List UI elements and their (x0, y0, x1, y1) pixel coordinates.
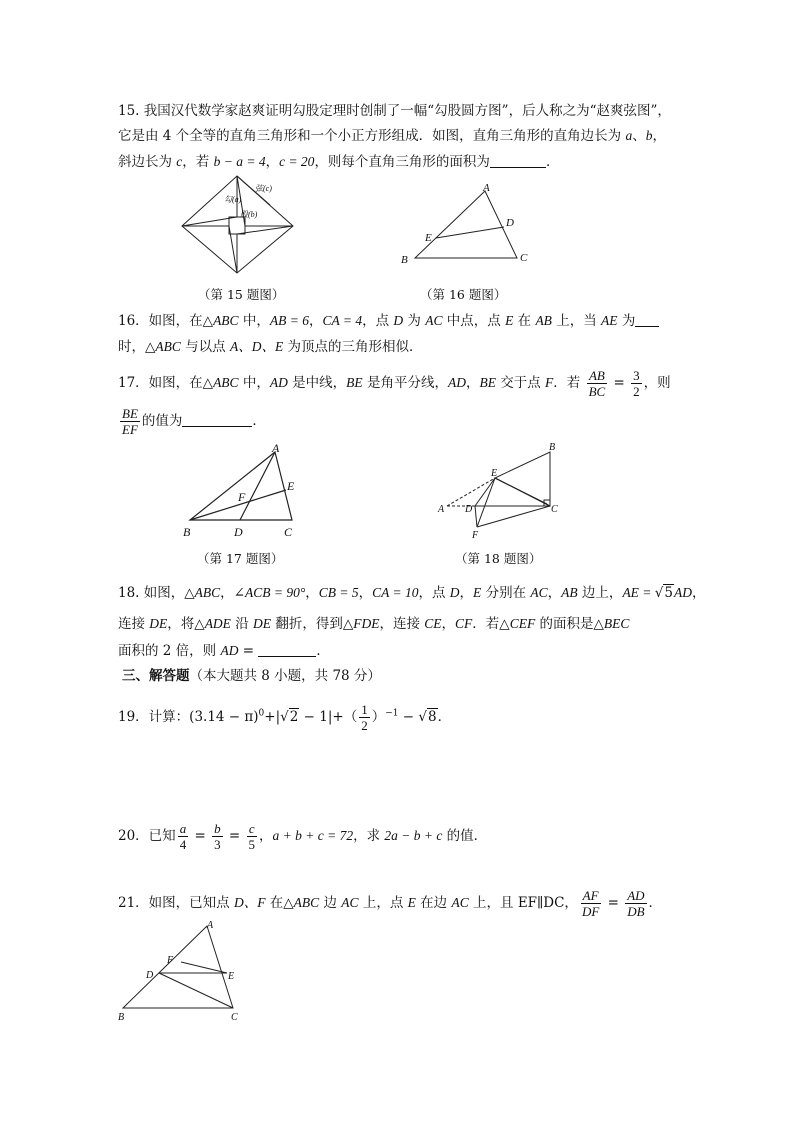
fig18-label-D: D (465, 504, 473, 515)
q16-answer-blank (635, 312, 659, 327)
q17-fraction-be-ef: $\frac{BE}{EF}$ (122, 406, 138, 437)
q21-fraction-af-df: $\frac{AF}{DF}$ (581, 888, 600, 919)
fig17-label-C: C (284, 525, 293, 539)
fig17-diagram (180, 440, 310, 540)
q17-line2: $\frac{BE}{EF}$ 的值为 ． (122, 406, 266, 437)
fig16-label-D: D (506, 217, 514, 229)
q18-line2: 连接 DE，将△ADE 沿 DE 翻折，得到△FDE，连接 CE，CF．若△CEF 的面积是△BEC (118, 616, 630, 632)
q17-line1: 17．如图，在△ABC 中，AD 是中线，BE 是角平分线，AD，BE 交于点 F．若 $\frac{AB}{BC}$ = $\frac{3}{2}$ ，则 (118, 368, 671, 399)
q20-fraction-b: $\frac{b}{3}$ (214, 821, 221, 852)
fig18-label-E: E (491, 468, 498, 479)
q20-fraction-a: $\frac{a}{4}$ (179, 821, 187, 852)
fig15-inner-square (229, 217, 245, 234)
q15-line1: 15. 我国汉代数学家赵爽证明勾股定理时创制了一幅“勾股圆方图”，后人称之为“赵爽弦图”， (118, 103, 671, 119)
fig18-diagram (435, 438, 570, 543)
fig16-label-B: B (401, 254, 408, 266)
fig18-label-C: C (551, 504, 558, 515)
fig17-label-A: A (272, 441, 280, 455)
fig18-caption: （第 18 题图） (455, 551, 542, 566)
fig18-label-B: B (549, 442, 556, 453)
fig15-label-gou: 勾(a) (224, 195, 242, 204)
fig16-label-A: A (483, 182, 490, 194)
fig18-label-F: F (472, 530, 479, 541)
fig21-label-B: B (118, 1012, 125, 1023)
fig21-label-E: E (228, 971, 235, 982)
q15-line2: 它是由 4 个全等的直角三角形和一个小正方形组成．如图，直角三角形的直角边长为 a、b， (118, 128, 666, 144)
fig15-caption: （第 15 题图） (198, 287, 285, 302)
q21-fraction-ad-db: $\frac{AD}{DB}$ (627, 888, 645, 919)
q15-answer-blank (490, 153, 546, 168)
fig17-label-F: F (238, 490, 246, 504)
section3-heading: 三、解答题（本大题共 8 小题，共 78 分） (122, 668, 381, 684)
fig15-diagram (180, 174, 295, 274)
q17-fraction-3-2: $\frac{3}{2}$ (633, 368, 640, 399)
q19-fraction-half: $\frac{1}{2}$ (361, 702, 368, 733)
fig21-diagram (115, 918, 250, 1023)
q18-line1: 18. 如图，△ABC，∠ACB = 90°，CB = 5，CA = 10，点 D，E 分别在 AC，AB 边上，AE = √5AD， (118, 585, 706, 601)
fig16-caption: （第 16 题图） (420, 287, 507, 302)
fig21-label-D: D (146, 970, 154, 981)
fig17-label-E: E (287, 479, 295, 493)
q18-answer-blank (258, 642, 316, 657)
fig21-label-C: C (231, 1012, 238, 1023)
fig16-label-C: C (520, 252, 528, 264)
q17-answer-blank (182, 412, 252, 427)
q15-line3: 斜边长为 c，若 b − a = 4，c = 20，则每个直角三角形的面积为 ． (118, 154, 560, 170)
q17-fraction-ab-bc: $\frac{AB}{BC}$ (588, 368, 606, 399)
q18-line3: 面积的 2 倍，则 AD = ． (118, 643, 330, 659)
fig21-label-A: A (207, 920, 214, 931)
fig16-label-E: E (425, 232, 432, 244)
fig17-label-B: B (183, 525, 191, 539)
q16-line1: 16．如图，在△ABC 中，AB = 6，CA = 4，点 D 为 AC 中点，点 E 在 AB 上，当 AE 为 (118, 311, 659, 331)
q21-line: 21．如图，已知点 D、F 在△ABC 边 AC 上，点 E 在边 AC 上，且 EF∥DC， $\frac{AF}{DF}$ = $\frac{AD}{DB}$ ． (118, 888, 663, 919)
q20-fraction-c: $\frac{c}{5}$ (248, 821, 255, 852)
q19-line: 19．计算：$(3.14 - \pi)^0+|√2 - 1|+$（ $\frac{1}{2}$ ）$^{-1}$ − √8． (118, 702, 452, 733)
fig17-label-D: D (234, 525, 243, 539)
fig16-diagram (395, 183, 535, 268)
fig17-caption: （第 17 题图） (197, 551, 284, 566)
fig21-label-F: F (167, 955, 174, 966)
fig15-label-gu: 股(b) (240, 210, 258, 219)
fig15-label-xian: 弦(c) (255, 184, 272, 193)
q20-line: 20．已知 $\frac{a}{4}$ = $\frac{b}{3}$ = $\frac{c}{5}$ ，a + b + c = 72，求 2a − b + c 的值． (118, 821, 488, 852)
fig18-label-A: A (438, 504, 445, 515)
q16-line2: 时，△ABC 与以点 A、D、E 为顶点的三角形相似． (118, 339, 423, 355)
